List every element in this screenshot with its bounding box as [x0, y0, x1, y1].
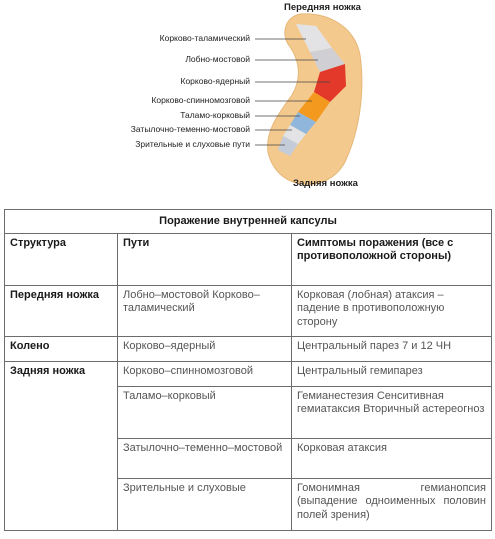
capsule-lesion-table: [4, 209, 492, 531]
row-path: Корково–ядерный: [118, 337, 292, 362]
row-symptoms: Центральный парез 7 и 12 ЧН: [292, 337, 492, 362]
row-structure: [5, 387, 118, 439]
top-label: Передняя ножка: [284, 2, 361, 13]
label-cortico-spinal: Корково-спинномозговой: [151, 95, 250, 105]
bottom-label: Задняя ножка: [293, 178, 358, 189]
label-fronto-pontine: Лобно-мостовой: [185, 54, 250, 64]
row-structure: Колено: [5, 337, 118, 362]
table-row: [5, 387, 492, 439]
row-symptoms: Центральный гемипарез: [292, 362, 492, 387]
table-row: [5, 362, 492, 387]
label-visual-auditory: Зрительные и слуховые пути: [135, 139, 250, 149]
row-path: Лобно–мостовой Корково–таламический: [118, 286, 292, 337]
label-cortico-thalamic: Корково-таламический: [159, 33, 250, 43]
row-symptoms: Гемианестезия Сенситивная гемиатаксия Вторичный астереогноз: [292, 387, 492, 439]
table-row: [5, 439, 492, 479]
table-row: [5, 337, 492, 362]
row-structure: [5, 479, 118, 531]
row-path: Затылочно–теменно–мостовой: [118, 439, 292, 479]
header-symptoms: Симптомы поражения (все с противоположной стороны): [292, 234, 492, 286]
table-header-row: [5, 234, 492, 286]
header-structure: Структура: [5, 234, 118, 286]
internal-capsule-diagram: [0, 0, 495, 205]
row-symptoms: Гомонимная гемианопсия (выпадение одноименных половин полей зрения): [292, 479, 492, 531]
row-path: Корково–спинномозговой: [118, 362, 292, 387]
table-row: [5, 479, 492, 531]
row-symptoms: Корковая (лобная) атаксия – падение в противоположную сторону: [292, 286, 492, 337]
label-thalamo-cortical: Таламо-корковый: [180, 110, 250, 120]
label-cortico-nuclear: Корково-ядерный: [180, 76, 250, 86]
table-row: [5, 286, 492, 337]
label-occipito-parieto-pontine: Затылочно-теменно-мостовой: [130, 124, 250, 134]
table-title-row: [5, 210, 492, 234]
row-symptoms: Корковая атаксия: [292, 439, 492, 479]
row-structure: Задняя ножка: [5, 362, 118, 387]
header-paths: Пути: [118, 234, 292, 286]
row-path: Зрительные и слуховые: [118, 479, 292, 531]
table-title: Поражение внутренней капсулы: [5, 210, 492, 234]
row-structure: Передняя ножка: [5, 286, 118, 337]
row-structure: [5, 439, 118, 479]
row-path: Таламо–корковый: [118, 387, 292, 439]
